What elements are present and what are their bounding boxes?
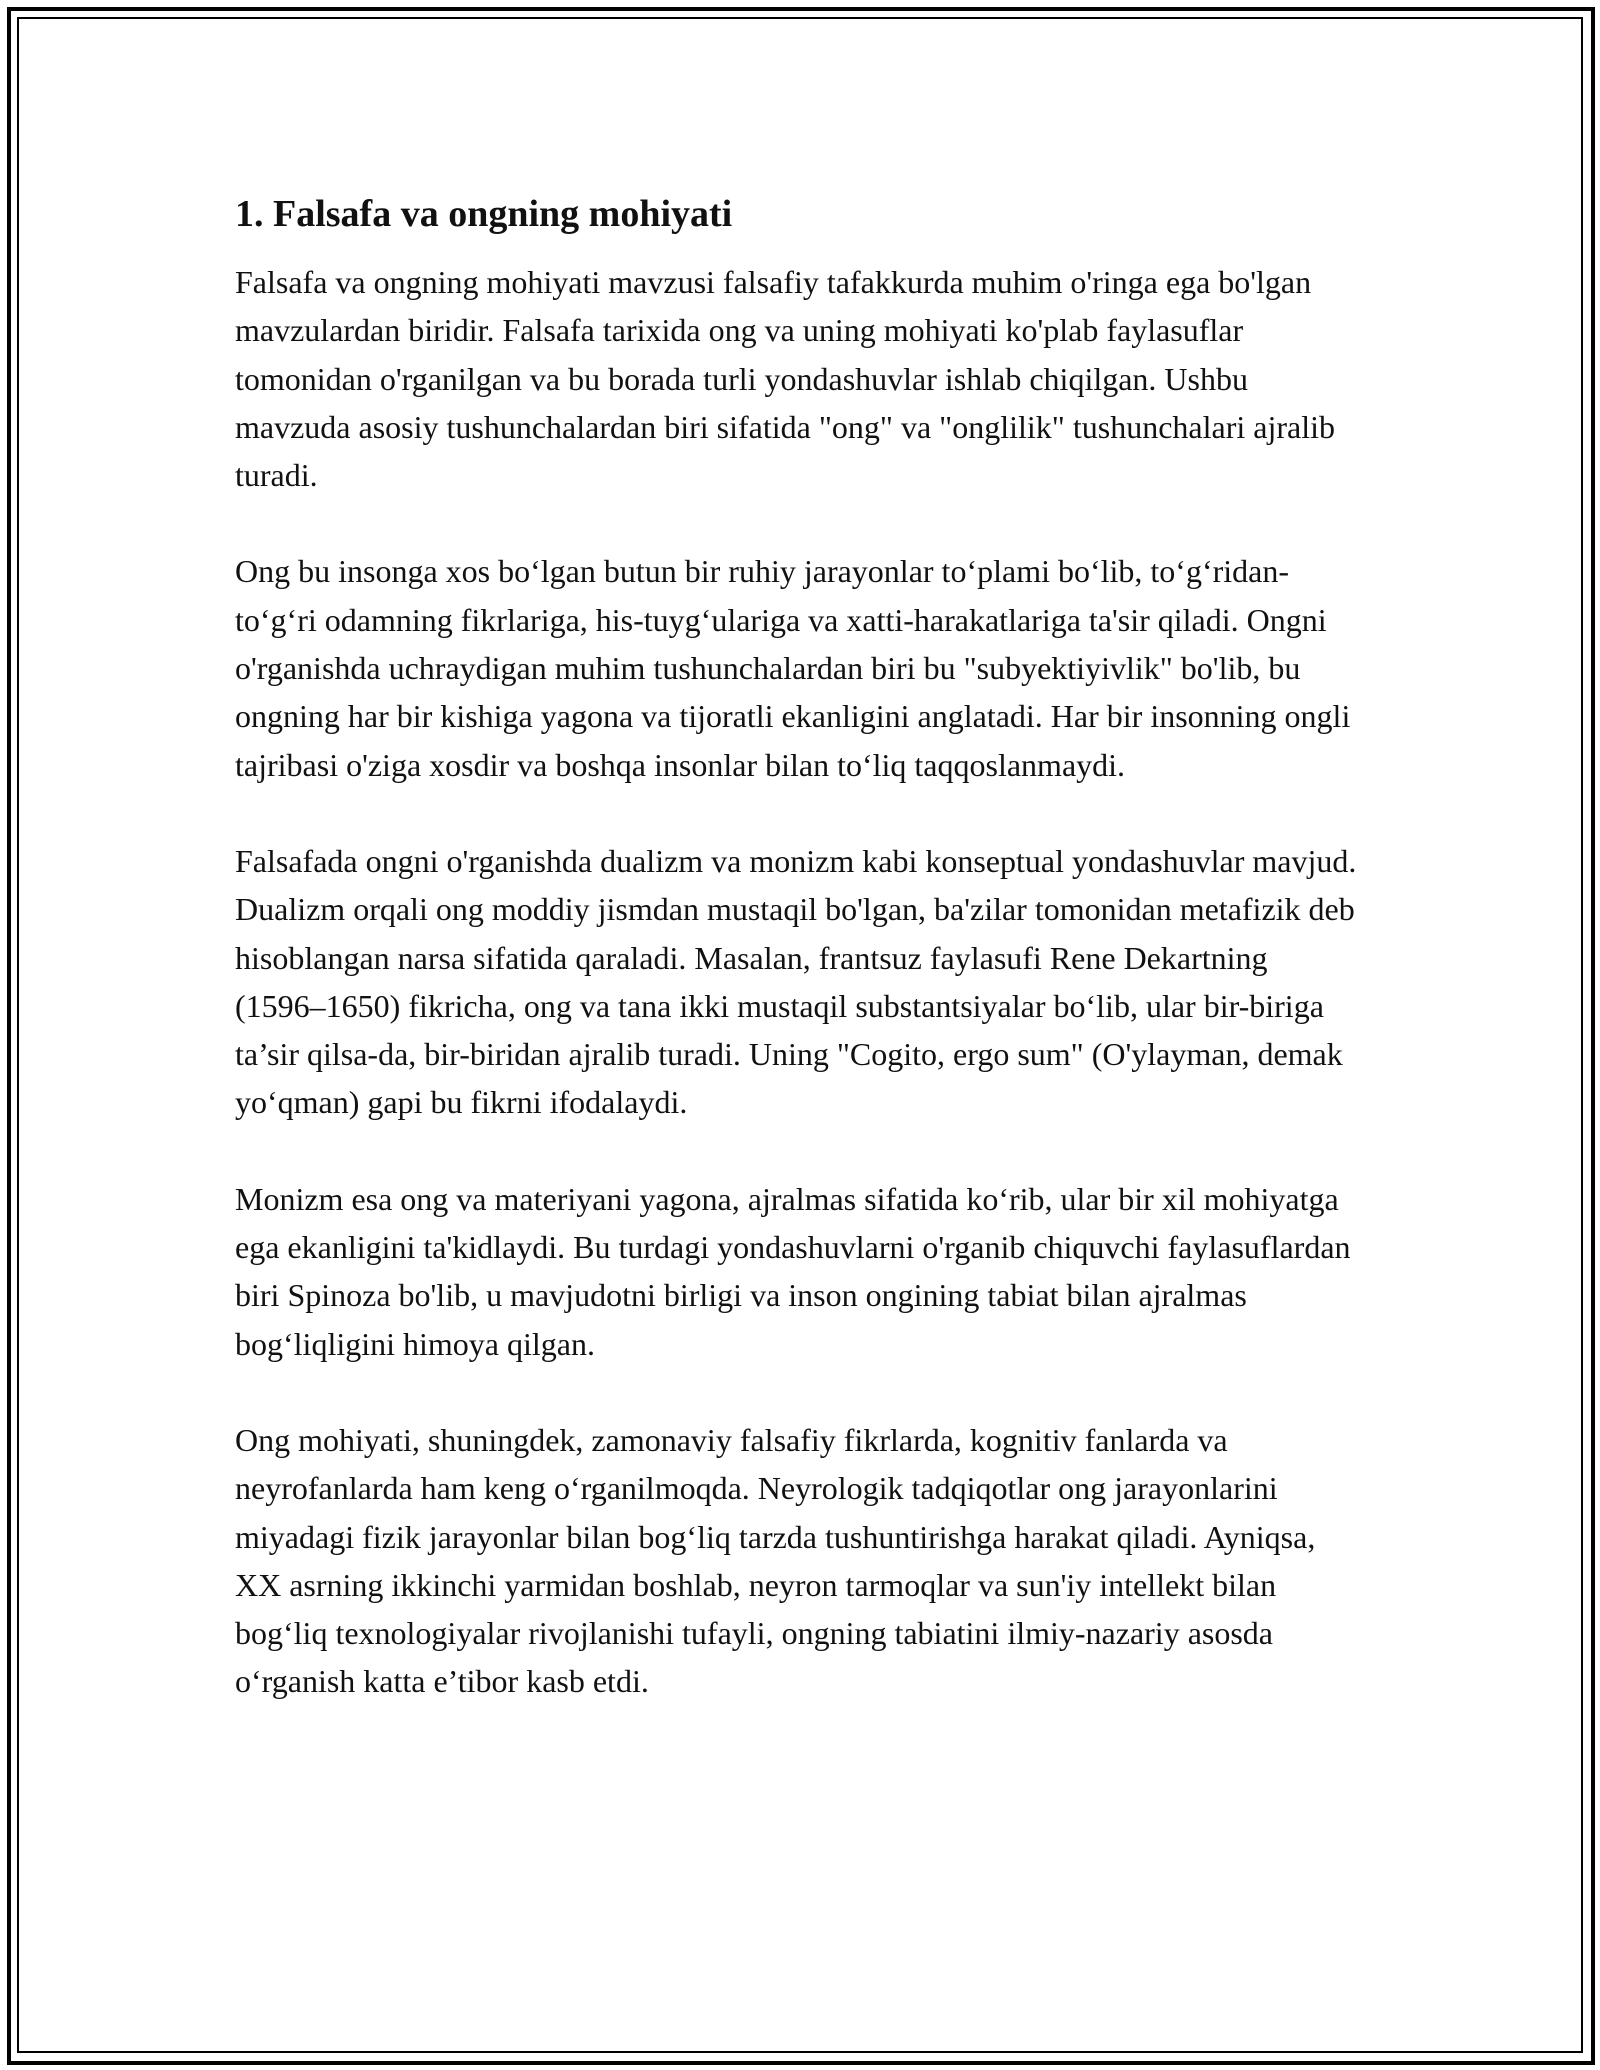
paragraph-ong-definition: Ong bu insonga xos bo‘lgan butun bir ruhiy jarayonlar to‘plami bo‘lib, to‘g‘ridan-to‘g‘ri odamning fikrlariga, his-tuyg‘ulariga va xatti-harakatlariga ta'sir qiladi. Ongni o'rganishda uchraydigan muhim tushunchalardan biri bu "subyektiyivlik" bo'lib, bu ongning har bir kishiga yagona va tijoratli ekanligini anglatadi. Har bir insonning ongli tajribasi o'ziga xosdir va boshqa insonlar bilan to‘liq taqqoslanmaydi. [235,553,1351,783]
section-heading: 1. Falsafa va ongning mohiyati [235,193,733,235]
document-body [235,188,1365,1754]
paragraph-dualism: Falsafada ongni o'rganishda dualizm va monizm kabi konseptual yondashuvlar mavjud. Dualizm orqali ong moddiy jismdan mustaqil bo'lgan, ba'zilar tomonidan metafizik deb hisoblangan narsa sifatida qaraladi. Masalan, frantsuz faylasufi Rene Dekartning (1596–1650) fikricha, ong va tana ikki mustaqil substantsiyalar bo‘lib, ular bir-biriga ta’sir qilsa-da, bir-biridan ajralib turadi. Uning "Cogito, ergo sum" (O'ylayman, demak yo‘qman) gapi bu fikrni ifodalaydi. [235,842,1357,1121]
paragraph-intro: Falsafa va ongning mohiyati mavzusi falsafiy tafakkurda muhim o'ringa ega bo'lgan mavzulardan biridir. Falsafa tarixida ong va uning mohiyati ko'plab faylasuflar tomonidan o'rganilgan va bu borada turli yondashuvlar ishlab chiqilgan. Ushbu mavzuda asosiy tushunchalardan biri sifatida "ong" va "onglilik" tushunchalari ajralib turadi. [235,264,1335,494]
paragraph-monism: Monizm esa ong va materiyani yagona, ajralmas sifatida ko‘rib, ular bir xil mohiyatga ega ekanligini ta'kidlaydi. Bu turdagi yondashuvlarni o'rganib chiquvchi faylasuflardan biri Spinoza bo'lib, u mavjudotni birligi va inson ongining tabiat bilan ajralmas bog‘liqligini himoya qilgan. [235,1180,1351,1362]
paragraph-modern-research: Ong mohiyati, shuningdek, zamonaviy falsafiy fikrlarda, kognitiv fanlarda va neyrofanlarda ham keng o‘rganilmoqda. Neyrologik tadqiqotlar ong jarayonlarini miyadagi fizik jarayonlar bilan bog‘liq tarzda tushuntirishga harakat qiladi. Ayniqsa, XX asrning ikkinchi yarmidan boshlab, neyron tarmoqlar va sun'iy intellekt bilan bog‘liq texnologiyalar rivojlanishi tufayli, ongning tabiatini ilmiy-nazariy asosda o‘rganish katta e’tibor kasb etdi. [235,1421,1316,1700]
